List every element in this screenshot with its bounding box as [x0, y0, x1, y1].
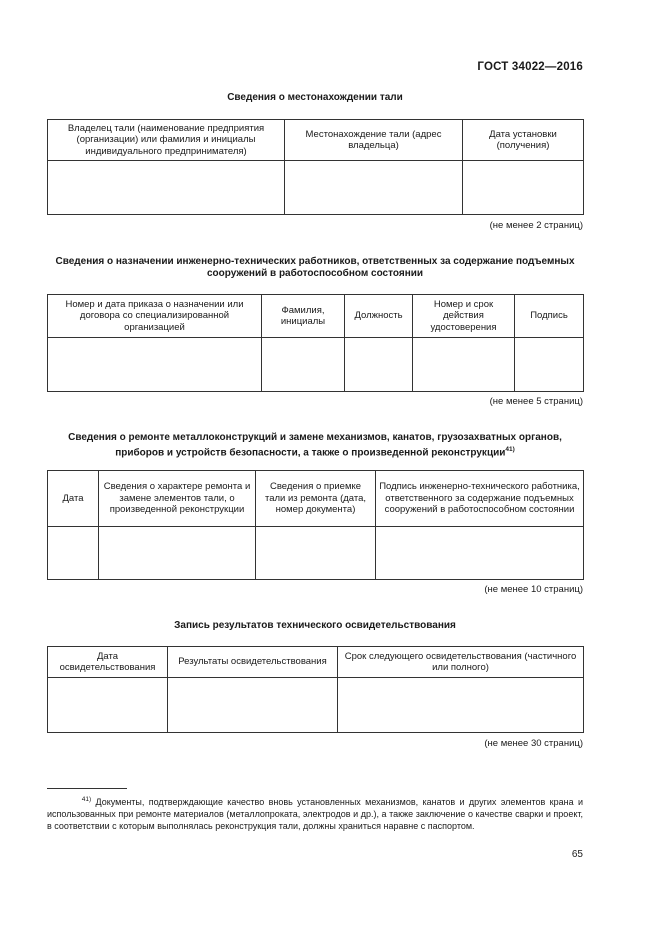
blank-cell [48, 338, 262, 392]
footnote-divider [47, 788, 127, 789]
footnote-text: Документы, подтверждающие качество вновь установленных механизмов, канатов и других элементов крана и использованных при ремонте материалов (металлопроката, электродов и др.), а также заключение о качестве сварки и проект, в соответствии с которым выполнялась реконструкция тали, должны храниться наравне с паспортом. [47, 797, 583, 831]
column-header: Номер и дата приказа о назначении или договора со специализированной организацией [48, 295, 262, 338]
column-header: Дата [48, 471, 99, 527]
blank-cell [285, 161, 463, 215]
column-header: Номер и срок действия удостоверения [413, 295, 515, 338]
section-title-engineers: Сведения о назначении инженерно-технических работников, ответственных за содержание подъемных сооружений в работоспособном состоянии [55, 256, 575, 279]
footnote-marker: 41) [81, 796, 92, 803]
column-header: Сведения о характере ремонта и замене элементов тали, о произведенной реконструкции [99, 471, 256, 527]
table-blank-row [48, 161, 584, 215]
column-header: Сведения о приемке тали из ремонта (дата, номер документа) [256, 471, 376, 527]
column-header: Местонахождение тали (адрес владельца) [285, 120, 463, 161]
table-blank-row [48, 678, 584, 733]
section-title-inspection: Запись результатов технического освидетельствования [174, 620, 456, 631]
table-header-row [48, 295, 584, 338]
page-count-note: (не менее 5 страниц) [489, 396, 583, 407]
table-location [47, 119, 584, 215]
section-title-location: Сведения о местонахождении тали [227, 92, 403, 103]
section-title-repairs [47, 432, 583, 459]
column-header: Владелец тали (наименование предприятия (организации) или фамилия и инициалы индивидуального предпринимателя) [48, 120, 285, 161]
table-blank-row [48, 527, 584, 580]
blank-cell [515, 338, 584, 392]
table-header-row [48, 647, 584, 678]
blank-cell [345, 338, 413, 392]
section-title-text: Сведения о ремонте металлоконструкций и замене механизмов, канатов, грузозахватных органов, приборов и устройств безопасности, а также о произведенной реконструкции [68, 432, 562, 459]
footnote-ref: 41) [505, 446, 515, 453]
blank-cell [256, 527, 376, 580]
column-header: Дата установки (получения) [463, 120, 584, 161]
blank-cell [463, 161, 584, 215]
page-count-note: (не менее 30 страниц) [484, 738, 583, 749]
table-blank-row [48, 338, 584, 392]
blank-cell [168, 678, 338, 733]
blank-cell [48, 161, 285, 215]
page-count-note: (не менее 10 страниц) [484, 584, 583, 595]
column-header: Результаты освидетельствования [168, 647, 338, 678]
column-header: Подпись инженерно-технического работника, ответственного за содержание подъемных сооружений в работоспособном состоянии [376, 471, 584, 527]
table-repairs [47, 470, 584, 580]
footnote [47, 794, 583, 832]
blank-cell [376, 527, 584, 580]
table-header-row [48, 120, 584, 161]
page-count-note: (не менее 2 страниц) [489, 220, 583, 231]
column-header: Фамилия, инициалы [262, 295, 345, 338]
page-number: 65 [571, 849, 583, 860]
blank-cell [48, 527, 99, 580]
table-inspection [47, 646, 584, 733]
table-engineers [47, 294, 584, 392]
table-header-row [48, 471, 584, 527]
column-header: Дата освидетельствования [48, 647, 168, 678]
blank-cell [48, 678, 168, 733]
blank-cell [413, 338, 515, 392]
column-header: Подпись [515, 295, 584, 338]
blank-cell [99, 527, 256, 580]
column-header: Срок следующего освидетельствования (частичного или полного) [338, 647, 584, 678]
blank-cell [262, 338, 345, 392]
blank-cell [338, 678, 584, 733]
column-header: Должность [345, 295, 413, 338]
document-code: ГОСТ 34022—2016 [477, 61, 583, 73]
